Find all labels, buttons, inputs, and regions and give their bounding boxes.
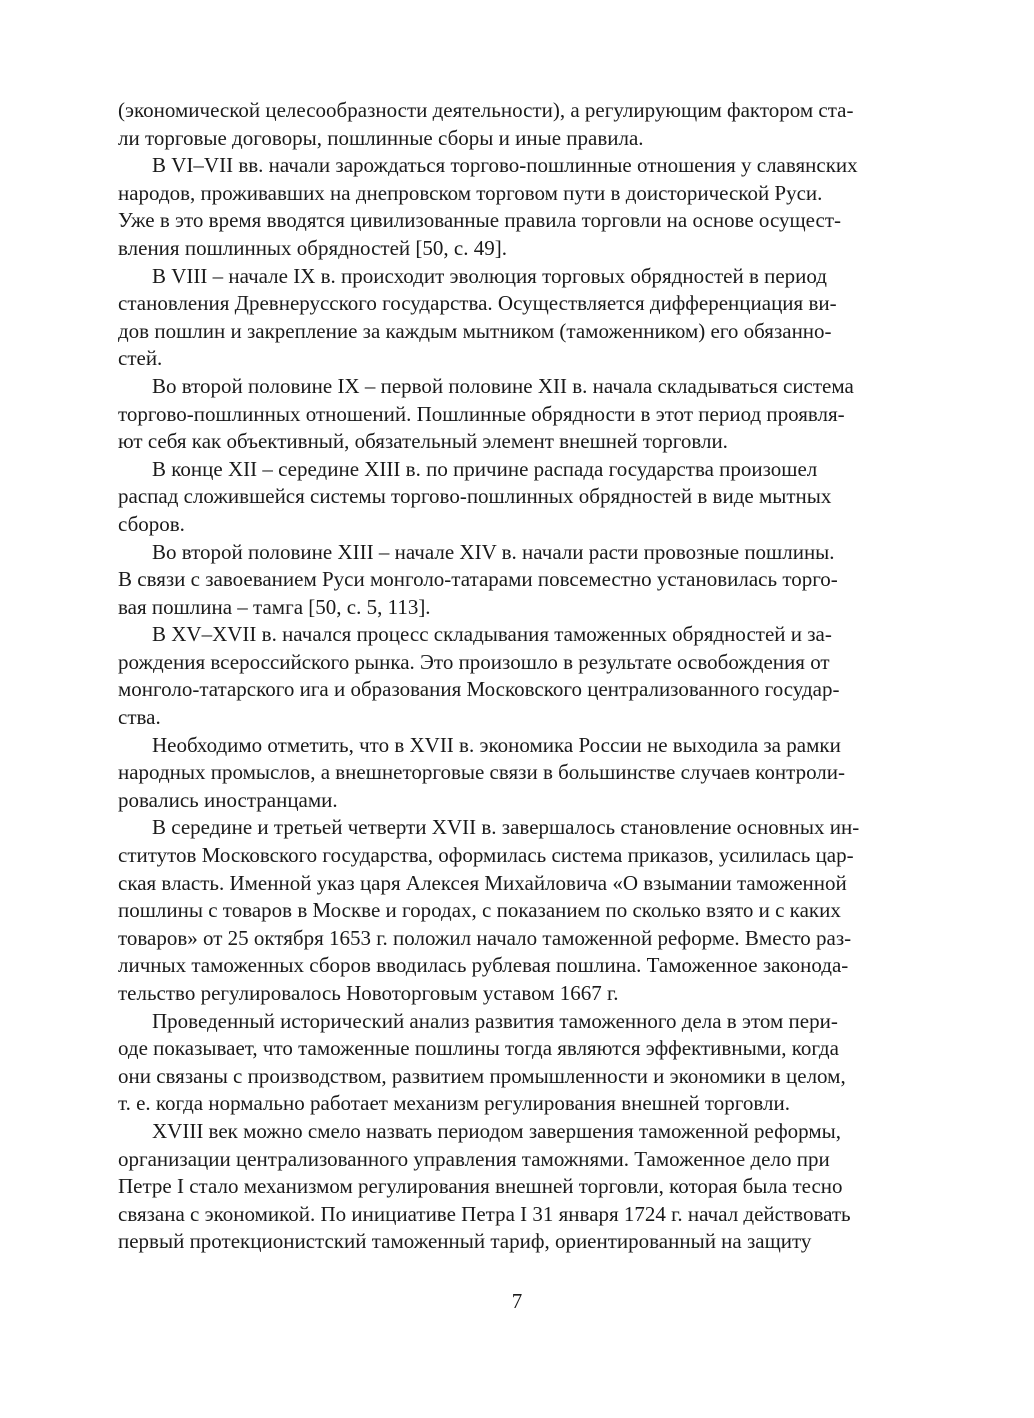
page-body bbox=[118, 97, 916, 1397]
paragraph-11: XVIII век можно смело назвать периодом завершения таможенной реформы, организации централизованного управления таможнями. Таможенное дело при Петре I стало механизмом регулирования внешней торговли, которая была тесно связана с экономикой. По инициативе Петра I 31 января 1724 г. начал действовать первый протекционистский таможенный тариф, ориентированный на защиту bbox=[118, 1118, 851, 1254]
paragraph-5: В конце XII – середине XIII в. по причине распада государства произошел распад сложившейся системы торгово-пошлинных обрядностей в виде мытных сборов. bbox=[118, 456, 832, 536]
paragraph-1: (экономической целесообразности деятельности), а регулирующим фактором ста- ли торговые договоры, пошлинные сборы и иные правила. bbox=[118, 98, 854, 150]
body-text bbox=[118, 97, 916, 1256]
paragraph-3: В VIII – начале IX в. происходит эволюция торговых обрядностей в период становления Древнерусского государства. Осуществляется дифференциация ви- дов пошлин и закрепление за каждым мытником (таможенником) его обязанно- стей. bbox=[118, 263, 837, 371]
paragraph-10: Проведенный исторический анализ развития таможенного дела в этом пери- оде показывает, что таможенные пошлины тогда являются эффективными, когда они связаны с производством, развитием промышленности и экономики в целом, т. е. когда нормально работает механизм регулирования внешней торговли. bbox=[118, 1008, 846, 1116]
paragraph-2: В VI–VII вв. начали зарождаться торгово-пошлинные отношения у славянских народов, проживавших на днепровском торговом пути в доисторической Руси. Уже в это время вводятся цивилизованные правила торговли на основе осущест- вления пошлинных обрядностей [50, с. 49]. bbox=[118, 153, 858, 260]
paragraph-7: В XV–XVII в. начался процесс складывания таможенных обрядностей и за- рождения всероссийского рынка. Это произошло в результате освобождения от монголо-татарского ига и образования Московского централизованного государ- ства. bbox=[118, 622, 840, 730]
paragraph-6: Во второй половине XIII – начале XIV в. начали расти провозные пошлины. В связи с завоеванием Руси монголо-татарами повсеместно установилась торго- вая пошлина – тамга [50, с. 5, 113]. bbox=[118, 539, 838, 619]
paragraph-4: Во второй половине IX – первой половине XII в. начала складываться система торгово-пошлинных отношений. Пошлинные обрядности в этот период проявля- ют себя как объективный, обязательный элемент внешней торговли. bbox=[118, 373, 854, 454]
page-number: 7 bbox=[511, 1289, 523, 1313]
paragraph-8: Необходимо отметить, что в XVII в. экономика России не выходила за рамки народных промыслов, а внешнеторговые связи в большинстве случаев контроли- ровались иностранцами. bbox=[118, 732, 846, 812]
paragraph-9: В середине и третьей четверти XVII в. завершалось становление основных ин- ститутов Московского государства, оформилась система приказов, усилилась цар- ская власть. Именной указ царя Алексея Михайловича «О взымании таможенной пошлины с товаров в Москве и городах, с показанием по сколько взято и с каких товаров» от 25 октября 1653 г. положил начало таможенной реформе. Вместо раз- личных таможенных сборов вводилась рублевая пошлина. Таможенное законода- тельство регулировалось Новоторговым уставом 1667 г. bbox=[118, 815, 860, 1005]
